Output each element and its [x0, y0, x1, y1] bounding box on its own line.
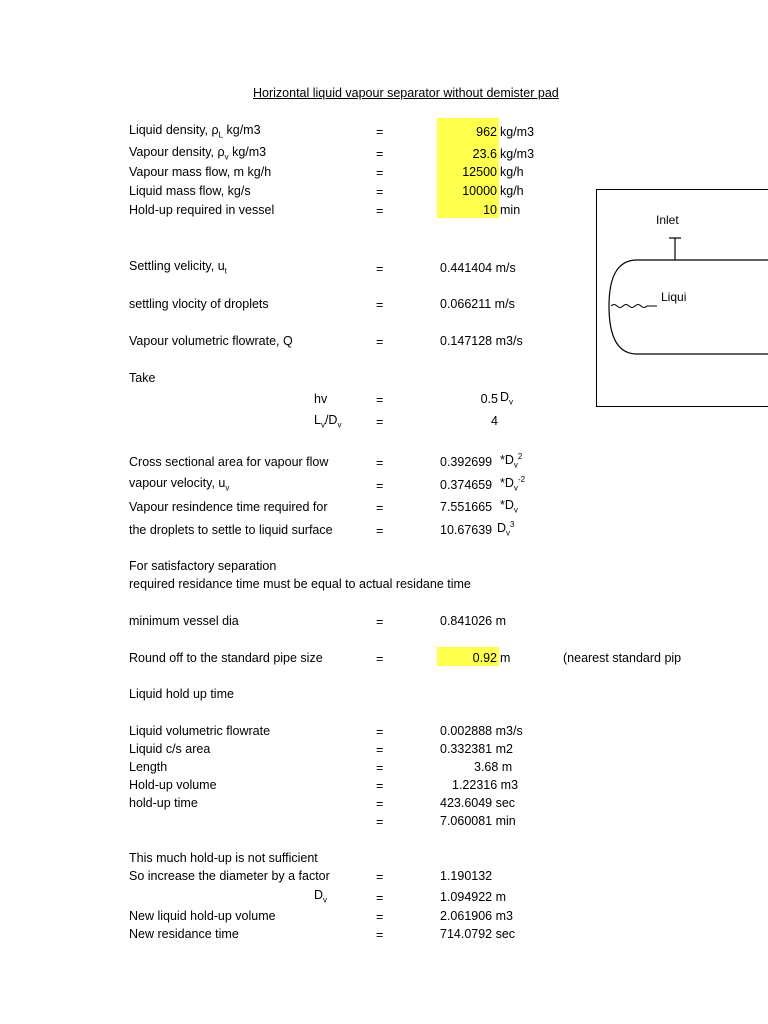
vapour-velocity-unit: $*D_v^{-2}$ — [500, 474, 526, 493]
liquid-density-unit: kg/m3 — [500, 125, 535, 139]
settling-velocity-value: 0.441404 m/s — [440, 261, 516, 275]
not-sufficient-text: This much hold-up is not sufficient — [129, 851, 318, 865]
hv-label: hv — [314, 392, 328, 406]
new-volume-label: New liquid hold-up volume — [129, 909, 276, 923]
equals-sign: = — [376, 166, 384, 180]
settle-surface-label: the droplets to settle to liquid surface — [129, 523, 333, 537]
round-off-value[interactable]: 0.92 — [472, 651, 497, 665]
hv-unit: $D_v$ — [500, 390, 514, 407]
residence-required-value: 7.551665 — [440, 500, 493, 514]
droplet-velocity-value: 0.066211 m/s — [440, 297, 515, 311]
liquid-row-label: Liquid volumetric flowrate — [129, 724, 271, 738]
take-label: Take — [129, 371, 156, 385]
liquid-holdup-heading: Liquid hold up time — [129, 687, 234, 701]
equals-sign: = — [376, 456, 384, 470]
vapour-density-unit: kg/m3 — [500, 147, 535, 161]
equals-sign: = — [376, 725, 384, 739]
equals-sign: = — [376, 652, 384, 666]
ld-value: 4 — [491, 414, 498, 428]
equals-sign: = — [376, 891, 384, 905]
min-dia-value: 0.841026 m — [440, 614, 507, 628]
equals-sign: = — [376, 524, 384, 538]
equals-sign: = — [376, 147, 384, 161]
holdup-required-value[interactable]: 10 — [483, 203, 497, 217]
separator-diagram-frame — [596, 189, 768, 407]
page-title: Horizontal liquid vapour separator without demister pad — [253, 86, 559, 100]
new-dv-value: 1.094922 m — [440, 890, 507, 904]
liquid-row-value: 1.22316 m3 — [452, 778, 519, 792]
residence-required-unit: $*D_v$ — [500, 498, 518, 515]
equals-sign: = — [376, 415, 384, 429]
settling-velocity-label: Settling velicity, $u_t$ — [129, 259, 227, 276]
equals-sign: = — [376, 761, 384, 775]
equals-sign: = — [376, 743, 384, 757]
new-residence-value: 714.0792 sec — [440, 927, 516, 941]
residence-required-label: Vapour resindence time required for — [129, 500, 328, 514]
liquid-row-value: 3.68 m — [474, 760, 513, 774]
round-off-label: Round off to the standard pipe size — [129, 651, 323, 665]
cross-section-value: 0.392699 — [440, 455, 493, 469]
liquid-density-label: Liquid density, $\rho_L$ kg/m3 — [129, 123, 261, 140]
vapour-density-label: Vapour density, $\rho_v$ kg/m3 — [129, 145, 267, 162]
liquid-mass-flow-unit: kg/h — [500, 184, 524, 198]
ld-label: $L_v/D_v$ — [314, 413, 342, 430]
satisfactory-line1: For satisfactory separation — [129, 559, 277, 573]
holdup-required-unit: min — [500, 203, 521, 217]
inlet-label: Inlet — [656, 213, 679, 227]
liquid-row-label: Length — [129, 760, 168, 774]
equals-sign: = — [376, 870, 384, 884]
settle-surface-unit: $D_v^3$ — [497, 519, 515, 538]
equals-sign: = — [376, 393, 384, 407]
equals-sign: = — [376, 928, 384, 942]
new-dv-label: $D_v$ — [314, 888, 328, 905]
equals-sign: = — [376, 298, 384, 312]
vapour-density-value[interactable]: 23.6 — [472, 147, 497, 161]
droplet-velocity-label: settling vlocity of droplets — [129, 297, 269, 311]
cross-section-unit: $*D_v^2$ — [500, 451, 523, 470]
liquid-row-label: Hold-up volume — [129, 778, 217, 792]
vapour-velocity-value: 0.374659 — [440, 478, 493, 492]
equals-sign: = — [376, 501, 384, 515]
factor-label: So increase the diameter by a factor — [129, 869, 330, 883]
liquid-label: Liqui — [661, 290, 687, 304]
min-dia-label: minimum vessel dia — [129, 614, 239, 628]
equals-sign: = — [376, 815, 384, 829]
satisfactory-line2: required residance time must be equal to actual residane time — [129, 577, 471, 591]
liquid-mass-flow-value[interactable]: 10000 — [462, 184, 497, 198]
vapour-flowrate-label: Vapour volumetric flowrate, Q — [129, 334, 293, 348]
liquid-row-label: Liquid c/s area — [129, 742, 211, 756]
new-residence-label: New residance time — [129, 927, 239, 941]
equals-sign: = — [376, 910, 384, 924]
vapour-mass-flow-label: Vapour mass flow, m kg/h — [129, 165, 272, 179]
liquid-density-value[interactable]: 962 — [476, 125, 497, 139]
liquid-mass-flow-label: Liquid mass flow, kg/s — [129, 184, 251, 198]
liquid-row-value: 0.002888 m3/s — [440, 724, 523, 738]
equals-sign: = — [376, 479, 384, 493]
vapour-mass-flow-value[interactable]: 12500 — [462, 165, 497, 179]
equals-sign: = — [376, 779, 384, 793]
liquid-row-label: hold-up time — [129, 796, 198, 810]
liquid-row-value: 7.060081 min — [440, 814, 516, 828]
liquid-row-value: 423.6049 sec — [440, 796, 516, 810]
factor-value: 1.190132 — [440, 869, 493, 883]
round-off-unit: m — [500, 651, 511, 665]
holdup-required-label: Hold-up required in vessel — [129, 203, 275, 217]
vapour-mass-flow-unit: kg/h — [500, 165, 524, 179]
settle-surface-value: 10.67639 — [440, 523, 493, 537]
cross-section-label: Cross sectional area for vapour flow — [129, 455, 329, 469]
equals-sign: = — [376, 615, 384, 629]
equals-sign: = — [376, 204, 384, 218]
vapour-velocity-label: vapour velocity, $u_v$ — [129, 476, 230, 493]
equals-sign: = — [376, 262, 384, 276]
equals-sign: = — [376, 797, 384, 811]
new-volume-value: 2.061906 m3 — [440, 909, 513, 923]
equals-sign: = — [376, 125, 384, 139]
equals-sign: = — [376, 185, 384, 199]
hv-value: 0.5 — [480, 392, 498, 406]
equals-sign: = — [376, 335, 384, 349]
vapour-flowrate-value: 0.147128 m3/s — [440, 334, 523, 348]
round-off-note: (nearest standard pip — [563, 651, 682, 665]
liquid-row-value: 0.332381 m2 — [440, 742, 513, 756]
